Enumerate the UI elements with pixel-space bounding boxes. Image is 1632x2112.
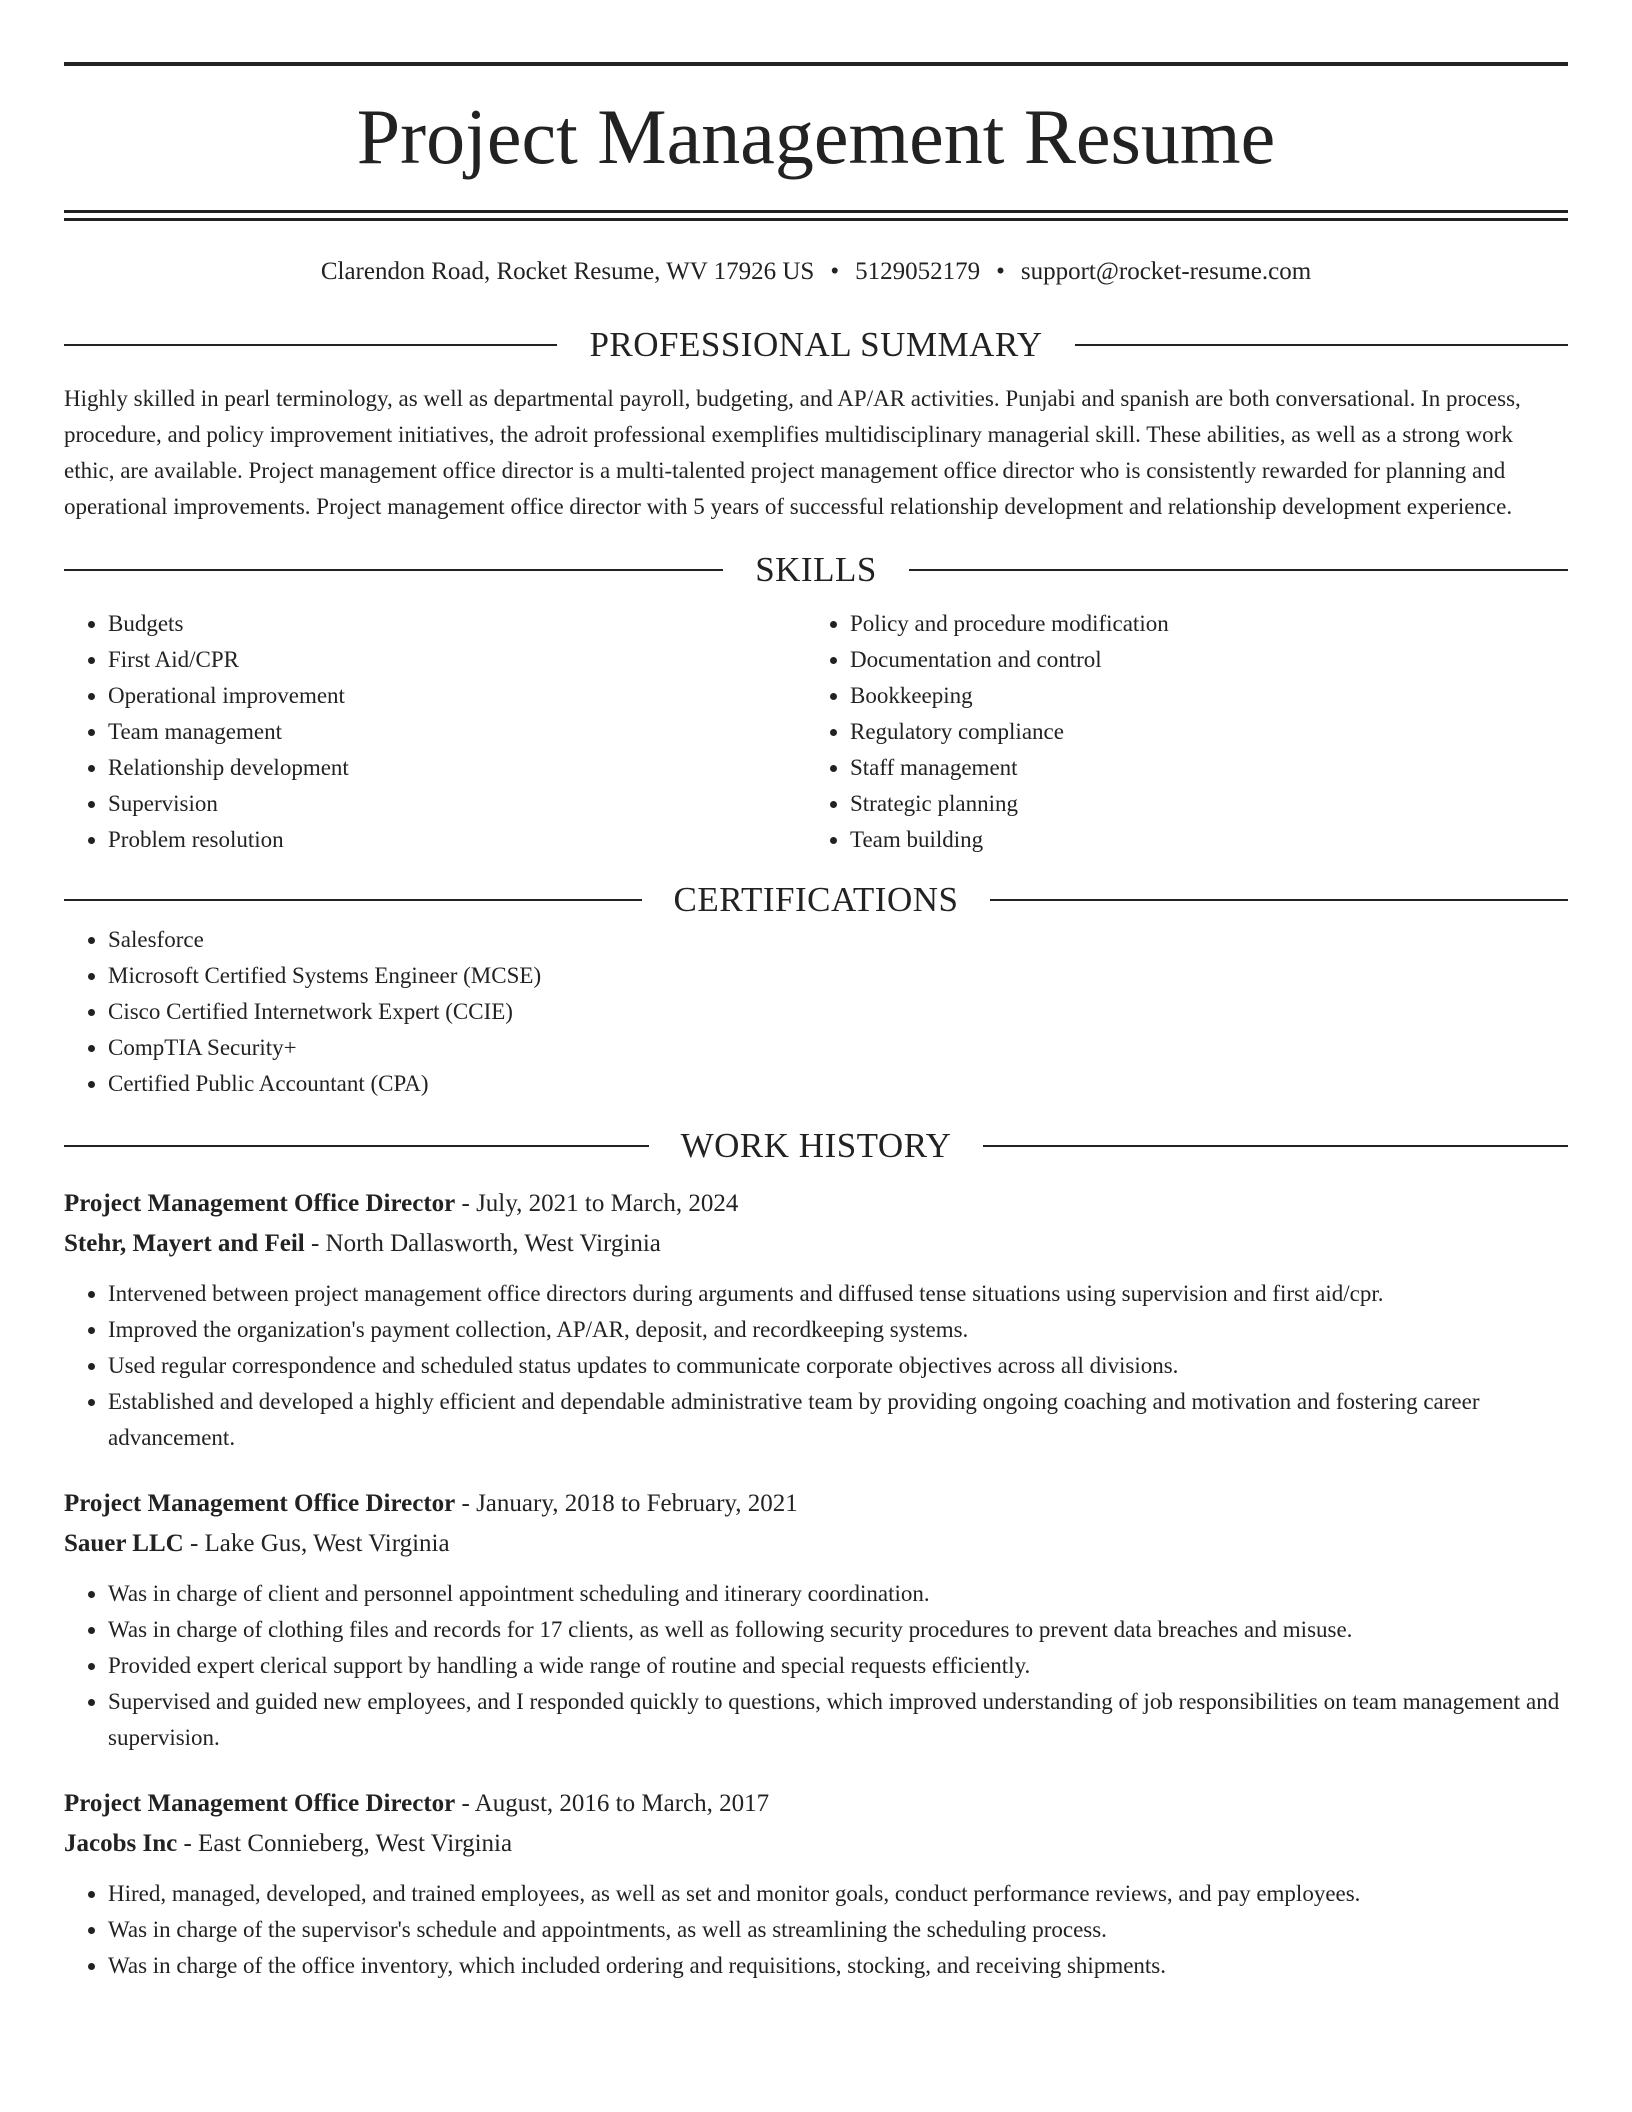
job-entry: [64, 1484, 1568, 1756]
section-heading-summary: [64, 323, 1568, 367]
job-bullet: • Intervened between project management office directors during arguments and diffused tense situations using supervision and first aid/cpr.: [108, 1276, 1568, 1312]
contact-email: support@rocket-resume.com: [1020, 258, 1312, 285]
job-company-line: [64, 1824, 1568, 1864]
job-dates: - July, 2021 to March, 2024: [455, 1190, 739, 1217]
job-company-line: [64, 1224, 1568, 1264]
summary-text: Highly skilled in pearl terminology, as well as departmental payroll, budgeting, and AP/AR activities. Punjabi and spanish are both conversational. In process, procedure, and policy improvement initiatives, the adroit professional exemplifies multidisciplinary managerial skill. These abilities, as well as a strong work ethic, are available. Project management office director is a multi-talented project management office director who is consistently rewarded for planning and operational improvements. Project management office director with 5 years of successful relationship development and relationship development experience.: [64, 386, 1521, 519]
contact-separator: •: [996, 258, 1005, 285]
certification-item: • Certified Public Accountant (CPA): [108, 1066, 1568, 1102]
section-heading-skills: [64, 548, 1568, 592]
section-title: PROFESSIONAL SUMMARY: [589, 325, 1043, 364]
skill-item: • Problem resolution: [108, 822, 806, 858]
job-company: Sauer LLC: [64, 1530, 184, 1557]
job-bullet: • Improved the organization's payment collection, AP/AR, deposit, and recordkeeping systems.: [108, 1312, 1568, 1348]
resume-title: Project Management Resume: [356, 93, 1276, 180]
skills-column-right: [806, 606, 1548, 858]
skill-item: • Documentation and control: [850, 642, 1548, 678]
skill-item: • First Aid/CPR: [108, 642, 806, 678]
job-company-line: [64, 1524, 1568, 1564]
title-double-rule: [64, 210, 1568, 221]
heading-rule: [64, 569, 723, 571]
certification-item: • Salesforce: [108, 922, 1568, 958]
section-title: CERTIFICATIONS: [673, 880, 959, 919]
job-bullet: • Established and developed a highly efficient and dependable administrative team by providing ongoing coaching and motivation and fostering career advancement.: [108, 1384, 1568, 1456]
job-bullet: • Was in charge of client and personnel appointment scheduling and itinerary coordination.: [108, 1576, 1568, 1612]
job-bullet: • Was in charge of clothing files and records for 17 clients, as well as following security procedures to prevent data breaches and misuse.: [108, 1612, 1568, 1648]
top-rule: [64, 62, 1568, 66]
job-bullet: • Supervised and guided new employees, and I responded quickly to questions, which improved understanding of job responsibilities on team management and supervision.: [108, 1684, 1568, 1756]
job-bullet: • Hired, managed, developed, and trained employees, as well as set and monitor goals, conduct performance reviews, and pay employees.: [108, 1876, 1568, 1912]
skill-item: • Regulatory compliance: [850, 714, 1548, 750]
job-entry: [64, 1784, 1568, 1984]
certification-item: • Cisco Certified Internetwork Expert (CCIE): [108, 994, 1568, 1030]
heading-rule: [990, 899, 1568, 901]
heading-rule: [64, 1145, 649, 1147]
skill-item: • Team management: [108, 714, 806, 750]
job-title: Project Management Office Director: [64, 1190, 456, 1217]
job-bullet: • Was in charge of the office inventory, which included ordering and requisitions, stocking, and receiving shipments.: [108, 1948, 1568, 1984]
section-heading-work-history: [64, 1124, 1568, 1168]
job-dates: - August, 2016 to March, 2017: [455, 1790, 770, 1817]
contact-separator: •: [830, 258, 840, 285]
skill-item: • Supervision: [108, 786, 806, 822]
job-title: Project Management Office Director: [64, 1490, 456, 1517]
job-entry: [64, 1184, 1568, 1456]
skill-item: • Relationship development: [108, 750, 806, 786]
section-heading-certifications: [64, 878, 1568, 922]
job-bullets: [64, 1576, 1568, 1756]
heading-rule: [983, 1145, 1568, 1147]
skill-item: • Staff management: [850, 750, 1548, 786]
job-location: - North Dallasworth, West Virginia: [304, 1230, 661, 1257]
certification-item: • Microsoft Certified Systems Engineer (MCSE): [108, 958, 1568, 994]
skills-columns: [64, 606, 1568, 858]
certification-list: [64, 922, 1568, 1102]
job-bullets: [64, 1276, 1568, 1456]
contact-phone: 5129052179: [855, 258, 981, 285]
skill-item: • Bookkeeping: [850, 678, 1548, 714]
job-bullets: [64, 1876, 1568, 1984]
contact-line: [64, 257, 1568, 287]
job-location: - East Connieberg, West Virginia: [177, 1830, 513, 1857]
resume-page: [64, 0, 1568, 1984]
heading-rule: [909, 569, 1568, 571]
job-location: - Lake Gus, West Virginia: [183, 1530, 450, 1557]
job-dates: - January, 2018 to February, 2021: [455, 1490, 798, 1517]
job-bullet: • Was in charge of the supervisor's schedule and appointments, as well as streamlining the scheduling process.: [108, 1912, 1568, 1948]
certification-item: • CompTIA Security+: [108, 1030, 1568, 1066]
job-company: Jacobs Inc: [64, 1830, 178, 1857]
job-title-line: [64, 1784, 1568, 1824]
job-title-line: [64, 1184, 1568, 1224]
job-title-line: [64, 1484, 1568, 1524]
job-bullet: • Provided expert clerical support by handling a wide range of routine and special requests efficiently.: [108, 1648, 1568, 1684]
job-company: Stehr, Mayert and Feil: [64, 1230, 305, 1257]
skill-item: • Team building: [850, 822, 1548, 858]
contact-address: Clarendon Road, Rocket Resume, WV 17926 US: [320, 258, 815, 285]
section-title: WORK HISTORY: [680, 1126, 952, 1165]
heading-rule: [64, 899, 642, 901]
section-title: SKILLS: [755, 550, 877, 589]
skills-column-left: [64, 606, 806, 858]
skill-item: • Operational improvement: [108, 678, 806, 714]
job-title: Project Management Office Director: [64, 1790, 456, 1817]
skill-item: • Strategic planning: [850, 786, 1548, 822]
heading-rule: [64, 344, 557, 346]
heading-rule: [1075, 344, 1568, 346]
skill-item: • Policy and procedure modification: [850, 606, 1548, 642]
job-bullet: • Used regular correspondence and scheduled status updates to communicate corporate objectives across all divisions.: [108, 1348, 1568, 1384]
skill-item: • Budgets: [108, 606, 806, 642]
